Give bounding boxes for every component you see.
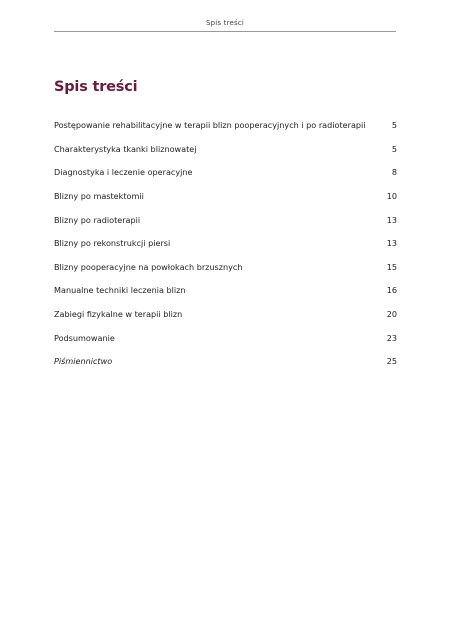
toc-entry-label: Diagnostyka i leczenie operacyjne <box>54 167 193 178</box>
toc-entry-label: Blizny po radioterapii <box>54 214 141 225</box>
toc-entry-label: Blizny po rekonstrukcji piersi <box>54 238 171 249</box>
toc-entry-label: Podsumowanie <box>54 332 115 343</box>
toc-entry-page: 5 <box>391 143 397 154</box>
running-header: Spis treści <box>205 19 245 27</box>
toc-entry-label: Piśmiennictwo <box>54 356 113 367</box>
toc-entry-page: 5 <box>391 120 397 130</box>
toc-entry-label: Blizny po mastektomii <box>54 190 144 201</box>
toc-entry[interactable] <box>54 356 397 380</box>
toc-entry[interactable] <box>54 262 397 286</box>
toc-entry[interactable] <box>54 167 397 191</box>
toc-entry-page: 23 <box>386 332 397 343</box>
toc-entry-page: 8 <box>391 167 397 178</box>
toc-entry-label: Blizny pooperacyjne na powłokach brzusznych <box>54 261 243 272</box>
toc-entry-label: Manualne techniki leczenia blizn <box>54 285 186 296</box>
toc-entry-page: 13 <box>386 238 397 249</box>
toc-entry-label: Postępowanie rehabilitacyjne w terapii blizn pooperacyjnych i po radioterapii <box>54 120 366 130</box>
toc-entry-page: 15 <box>386 261 397 272</box>
header-divider <box>54 31 396 32</box>
table-of-contents <box>54 120 397 380</box>
toc-entry-label: Zabiegi fizykalne w terapii blizn <box>54 309 183 320</box>
toc-entry[interactable] <box>54 333 397 357</box>
toc-entry-page: 16 <box>386 285 397 296</box>
page-title: Spis treści <box>54 79 138 95</box>
toc-entry[interactable] <box>54 144 397 168</box>
toc-entry-page: 25 <box>386 356 397 367</box>
toc-entry[interactable] <box>54 309 397 333</box>
toc-entry[interactable] <box>54 120 397 144</box>
toc-entry[interactable] <box>54 238 397 262</box>
toc-entry-page: 10 <box>386 190 397 201</box>
toc-entry-page: 20 <box>386 309 397 320</box>
toc-entry[interactable] <box>54 285 397 309</box>
toc-entry[interactable] <box>54 215 397 239</box>
toc-entry[interactable] <box>54 191 397 215</box>
toc-entry-page: 13 <box>386 214 397 225</box>
toc-entry-label: Charakterystyka tkanki bliznowatej <box>54 143 197 154</box>
